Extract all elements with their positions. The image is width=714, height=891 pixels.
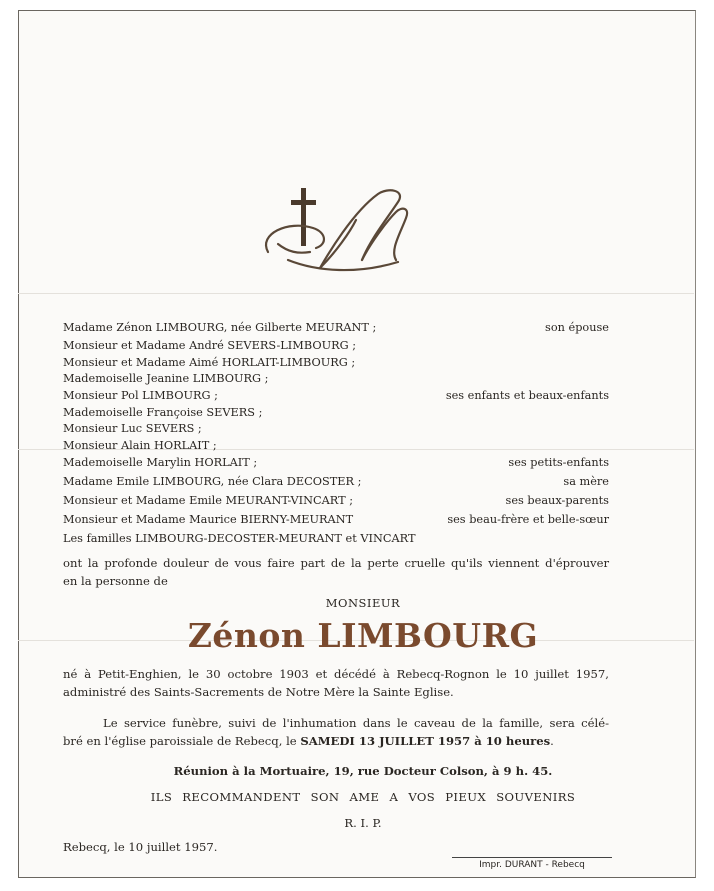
family-name: Monsieur Alain HORLAIT ; [63, 439, 217, 452]
deceased-title: MONSIEUR [325, 596, 401, 610]
family-row [63, 493, 609, 509]
cross-monogram-emblem [258, 182, 414, 278]
family-name: Monsieur et Madame Emile MEURANT-VINCART ; [63, 494, 354, 507]
family-row [63, 474, 609, 490]
service-text: bré en l'église paroissiale de Rebecq, le [63, 734, 301, 748]
family-name: Mademoiselle Françoise SEVERS ; [63, 406, 263, 419]
family-relation: sa mère [563, 475, 609, 488]
bio-line: né à Petit-Enghien, le 30 octobre 1903 et décédé à Rebecq-Rognon le 10 juillet 1957, [63, 667, 609, 681]
family-name: Mademoiselle Jeanine LIMBOURG ; [63, 372, 269, 385]
recommend-line: ILS RECOMMANDENT SON AME A VOS PIEUX SOUVENIRS [150, 790, 576, 804]
cross-icon [291, 188, 316, 246]
family-name: Madame Zénon LIMBOURG, née Gilberte MEURANT ; [63, 321, 377, 334]
family-name: Monsieur Luc SEVERS ; [63, 422, 202, 435]
family-name: Mademoiselle Marylin HORLAIT ; [63, 456, 258, 469]
service-line: Le service funèbre, suivi de l'inhumation dans le caveau de la famille, sera célé- [103, 716, 609, 730]
deceased-name: Zénon LIMBOURG [187, 616, 539, 655]
service-text-end: . [550, 734, 554, 748]
announcement-line: en la personne de [63, 574, 168, 588]
family-relation: ses beaux-parents [505, 494, 609, 507]
announcement-line: ont la profonde douleur de vous faire part de la perte cruelle qu'ils viennent d'éprouver [63, 556, 609, 570]
rip-line: R. I. P. [344, 816, 382, 830]
family-relation: son épouse [545, 321, 609, 334]
family-row [63, 320, 609, 336]
family-relation: ses enfants et beaux-enfants [445, 389, 609, 402]
bio-line: administré des Saints-Sacrements de Notre Mère la Sainte Eglise. [63, 685, 454, 699]
family-relation: ses beau-frère et belle-sœur [447, 513, 609, 526]
family-name: Madame Emile LIMBOURG, née Clara DECOSTER ; [63, 475, 362, 488]
family-name: Monsieur et Madame Maurice BIERNY-MEURANT [63, 513, 354, 526]
place-date: Rebecq, le 10 juillet 1957. [63, 840, 218, 854]
family-row [63, 355, 609, 371]
printer-mark: Impr. DURANT - Rebecq [452, 857, 612, 870]
family-row [63, 512, 609, 528]
family-row [63, 405, 609, 421]
family-relation: ses petits-enfants [508, 456, 609, 469]
service-line [63, 733, 609, 749]
family-row [63, 388, 609, 404]
family-name: Monsieur Pol LIMBOURG ; [63, 389, 218, 402]
family-row [63, 371, 609, 387]
family-name: Les familles LIMBOURG-DECOSTER-MEURANT et VINCART [63, 532, 416, 545]
family-name: Monsieur et Madame André SEVERS-LIMBOURG ; [63, 339, 357, 352]
service-date: SAMEDI 13 JUILLET 1957 à 10 heures [300, 734, 551, 748]
monogram-m-icon [266, 190, 407, 270]
family-row [63, 531, 609, 547]
family-row [63, 455, 609, 471]
gathering-line: Réunion à la Mortuaire, 19, rue Docteur Colson, à 9 h. 45. [173, 764, 553, 778]
fold-line [18, 293, 694, 294]
family-row [63, 438, 609, 454]
family-name: Monsieur et Madame Aimé HORLAIT-LIMBOURG ; [63, 356, 356, 369]
family-row [63, 421, 609, 437]
family-row [63, 338, 609, 354]
